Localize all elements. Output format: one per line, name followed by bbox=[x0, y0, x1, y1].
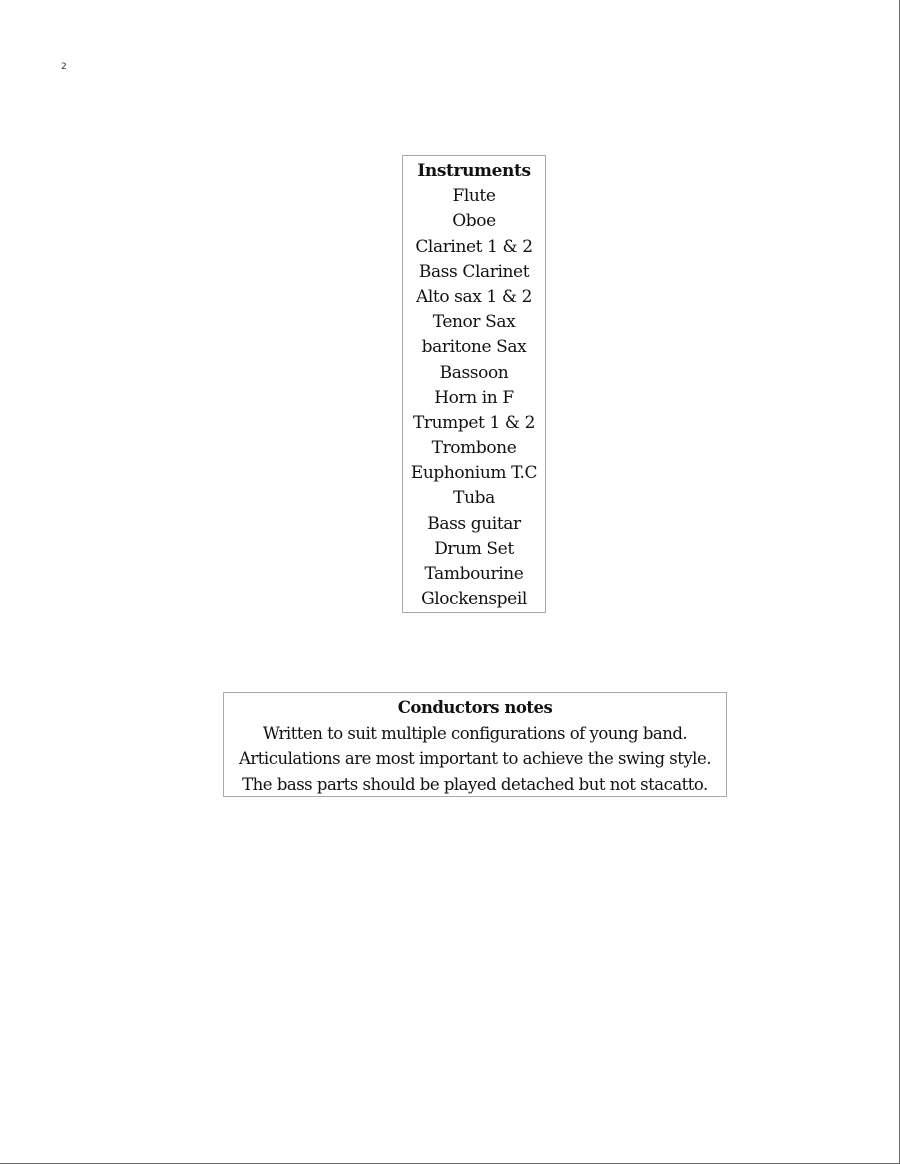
conductors-note-line: Articulations are most important to achieve the swing style. bbox=[239, 749, 711, 768]
page-number: 2 bbox=[61, 62, 67, 72]
instrument-item: Bass Clarinet bbox=[418, 261, 530, 282]
instruments-table bbox=[402, 155, 546, 613]
conductors-note-line: Written to suit multiple configurations of young band. bbox=[262, 723, 688, 743]
instrument-item: Clarinet 1 & 2 bbox=[415, 236, 533, 257]
instrument-item: Tuba bbox=[453, 488, 495, 509]
instrument-item: Trumpet 1 & 2 bbox=[412, 412, 536, 433]
instrument-item: Horn in F bbox=[434, 387, 514, 408]
instrument-item: Trombone bbox=[431, 438, 517, 459]
instrument-item: Alto sax 1 & 2 bbox=[415, 286, 532, 307]
instrument-item: Tambourine bbox=[424, 564, 524, 584]
instrument-item: Flute bbox=[452, 186, 496, 207]
instrument-item: Bassoon bbox=[439, 362, 509, 383]
conductors-notes-title: Conductors notes bbox=[397, 698, 553, 717]
instrument-item: Oboe bbox=[452, 211, 496, 232]
instrument-item: Euphonium T.C bbox=[410, 463, 538, 484]
conductors-note-line: The bass parts should be played detached but not stacatto. bbox=[242, 774, 708, 794]
instrument-item: Glockenspeil bbox=[421, 589, 527, 610]
instrument-item: baritone Sax bbox=[421, 337, 527, 358]
conductors-notes-box bbox=[223, 692, 727, 797]
instrument-item: Bass guitar bbox=[427, 513, 521, 534]
instrument-item: Tenor Sax bbox=[432, 312, 516, 333]
instruments-title: Instruments bbox=[417, 161, 531, 181]
instrument-item: Drum Set bbox=[434, 538, 514, 559]
